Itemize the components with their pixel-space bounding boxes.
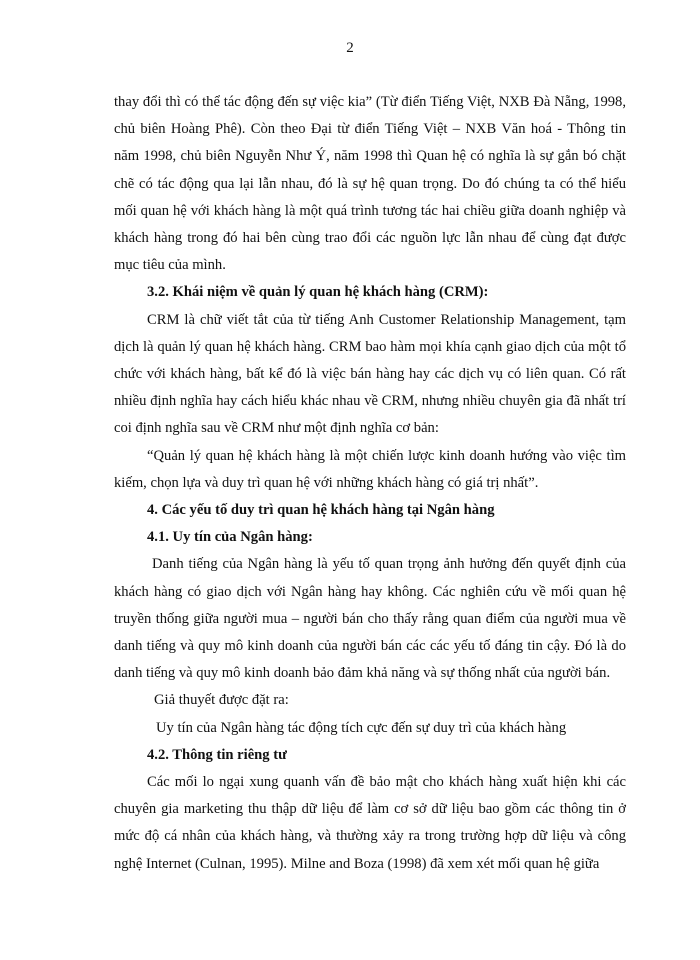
paragraph-bank-reputation: Danh tiếng của Ngân hàng là yếu tố quan trọng ảnh hưởng đến quyết định của khách hàng có giao dịch với Ngân hàng hay không. Các nghiên cứu về mối quan hệ truyền thống giữa người mua – người bán cho thấy rằng quan điểm của người mua về danh tiếng và quy mô kinh doanh của người bán các các yếu tố đáng tin cậy. Đó là do danh tiếng và quy mô kinh doanh bảo đảm khả năng và sự thống nhất của người bán. [114,556,626,682]
page-number: 2 [346,40,354,56]
heading-4-retention-factors: 4. Các yếu tố duy trì quan hệ khách hàng tại Ngân hàng [147,502,495,519]
hypothesis-intro: Giả thuyết được đặt ra: [154,692,289,709]
hypothesis-statement: Uy tín của Ngân hàng tác động tích cực đến sự duy trì của khách hàng [156,719,567,736]
heading-4-2-private-information: 4.2. Thông tin riêng tư [147,746,287,763]
paragraph-crm-definition: CRM là chữ viết tắt của từ tiếng Anh Customer Relationship Management, tạm dịch là quản lý quan hệ khách hàng. CRM bao hàm mọi khía cạnh giao dịch của một tổ chức với khách hàng, bất kể đó là việc bán hàng hay các dịch vụ có liên quan. Có rất nhiều định nghĩa hay cách hiểu khác nhau về CRM, nhưng nhiều chuyên gia đã nhất trí coi định nghĩa sau về CRM như một định nghĩa cơ bản: [114,311,626,437]
paragraph-private-information: Các mối lo ngại xung quanh vấn đề bảo mật cho khách hàng xuất hiện khi các chuyên gia marketing thu thập dữ liệu để làm cơ sở dữ liệu bao gồm các thông tin ở mức độ cá nhân của khách hàng, và thường xảy ra trong trường hợp dữ liệu và công nghệ Internet (Culnan, 1995). Milne and Boza (1998) đã xem xét mối quan hệ giữa [114,774,626,872]
paragraph-crm-quote: “Quản lý quan hệ khách hàng là một chiến lược kinh doanh hướng vào việc tìm kiếm, chọn lựa và duy trì quan hệ với những khách hàng có giá trị nhất”. [114,447,626,491]
heading-4-1-bank-reputation: 4.1. Uy tín của Ngân hàng: [147,529,313,546]
paragraph-continuation: thay đổi thì có thể tác động đến sự việc kia” (Từ điển Tiếng Việt, NXB Đà Nẵng, 1998, chủ biên Hoàng Phê). Còn theo Đại từ điển Tiếng Việt – NXB Văn hoá - Thông tin năm 1998, chủ biên Nguyễn Như Ý, năm 1998 thì Quan hệ có nghĩa là sự gắn bó chặt chẽ có tác động qua lại lẫn nhau, đó là sự hệ quan trọng. Do đó chúng ta có thể hiểu mối quan hệ với khách hàng là một quá trình tương tác hai chiều giữa doanh nghiệp và khách hàng trong đó hai bên cùng trao đổi các nguồn lực lẫn nhau để cùng đạt được mục tiêu của mình. [114,94,626,274]
heading-3-2-crm-concept: 3.2. Khái niệm về quản lý quan hệ khách hàng (CRM): [147,284,489,301]
page-body [114,89,626,878]
